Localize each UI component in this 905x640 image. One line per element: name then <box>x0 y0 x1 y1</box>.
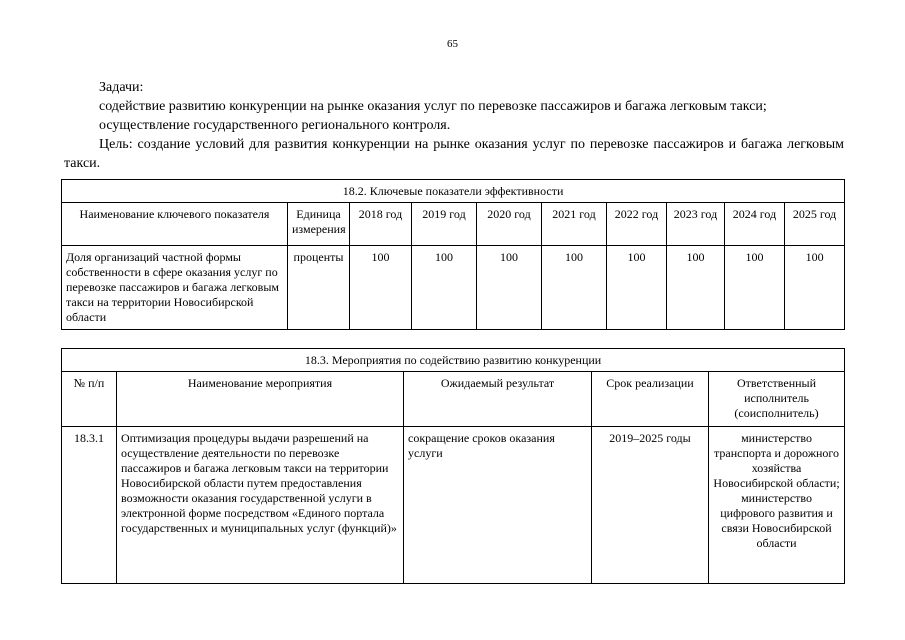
goal-paragraph: Цель: создание условий для развития конкуренции на рынке оказания услуг по перевозке пассажиров и багажа легковым такси. <box>64 137 844 171</box>
event-name: Оптимизация процедуры выдачи разрешений на осуществление деятельности по перевозке пассажиров и багажа легковым такси на территории Новосибирской области путем предоставления возможности оказания государственной услуги в электронной форме посредством «Единого портала государственных и муниципальных услуг (функций)» <box>117 427 404 584</box>
kpi-value: 100 <box>542 246 607 330</box>
kpi-value: 100 <box>477 246 542 330</box>
intro-text <box>64 78 844 173</box>
kpi-value: 100 <box>412 246 477 330</box>
events-header-responsible: Ответственный исполнитель (соисполнитель) <box>709 372 845 427</box>
event-responsible: министерство транспорта и дорожного хозяйства Новосибирской области; министерство цифрового развития и связи Новосибирской области <box>709 427 845 584</box>
kpi-table <box>61 179 845 330</box>
kpi-header-year: 2020 год <box>477 203 542 246</box>
kpi-value: 100 <box>350 246 412 330</box>
kpi-value: 100 <box>667 246 725 330</box>
kpi-header-year: 2021 год <box>542 203 607 246</box>
kpi-header-year: 2018 год <box>350 203 412 246</box>
event-result: сокращение сроков оказания услуги <box>404 427 592 584</box>
kpi-value: 100 <box>785 246 845 330</box>
page-number: 65 <box>447 38 458 50</box>
task-item: содействие развитию конкуренции на рынке оказания услуг по перевозке пассажиров и багажа легковым такси; <box>99 99 767 114</box>
kpi-table-caption: 18.2. Ключевые показатели эффективности <box>62 180 845 203</box>
kpi-header-indicator: Наименование ключевого показателя <box>62 203 288 246</box>
event-term: 2019–2025 годы <box>592 427 709 584</box>
kpi-value: 100 <box>607 246 667 330</box>
event-number: 18.3.1 <box>62 427 117 584</box>
events-table-caption: 18.3. Мероприятия по содействию развитию конкуренции <box>62 349 845 372</box>
table-row <box>62 427 845 584</box>
events-table <box>61 348 845 584</box>
kpi-unit: проценты <box>288 246 350 330</box>
kpi-indicator-name: Доля организаций частной формы собственности в сфере оказания услуг по перевозке пассажиров и багажа легковым такси на территории Новосибирской области <box>62 246 288 330</box>
kpi-header-year: 2025 год <box>785 203 845 246</box>
kpi-header-year: 2024 год <box>725 203 785 246</box>
kpi-header-year: 2019 год <box>412 203 477 246</box>
events-header-name: Наименование мероприятия <box>117 372 404 427</box>
events-header-number: № п/п <box>62 372 117 427</box>
table-row <box>62 246 845 330</box>
kpi-header-unit: Единица измерения <box>288 203 350 246</box>
task-item: осуществление государственного регионального контроля. <box>99 118 451 133</box>
events-header-result: Ожидаемый результат <box>404 372 592 427</box>
kpi-header-year: 2023 год <box>667 203 725 246</box>
events-header-term: Срок реализации <box>592 372 709 427</box>
kpi-header-year: 2022 год <box>607 203 667 246</box>
kpi-value: 100 <box>725 246 785 330</box>
tasks-heading: Задачи: <box>99 80 144 95</box>
